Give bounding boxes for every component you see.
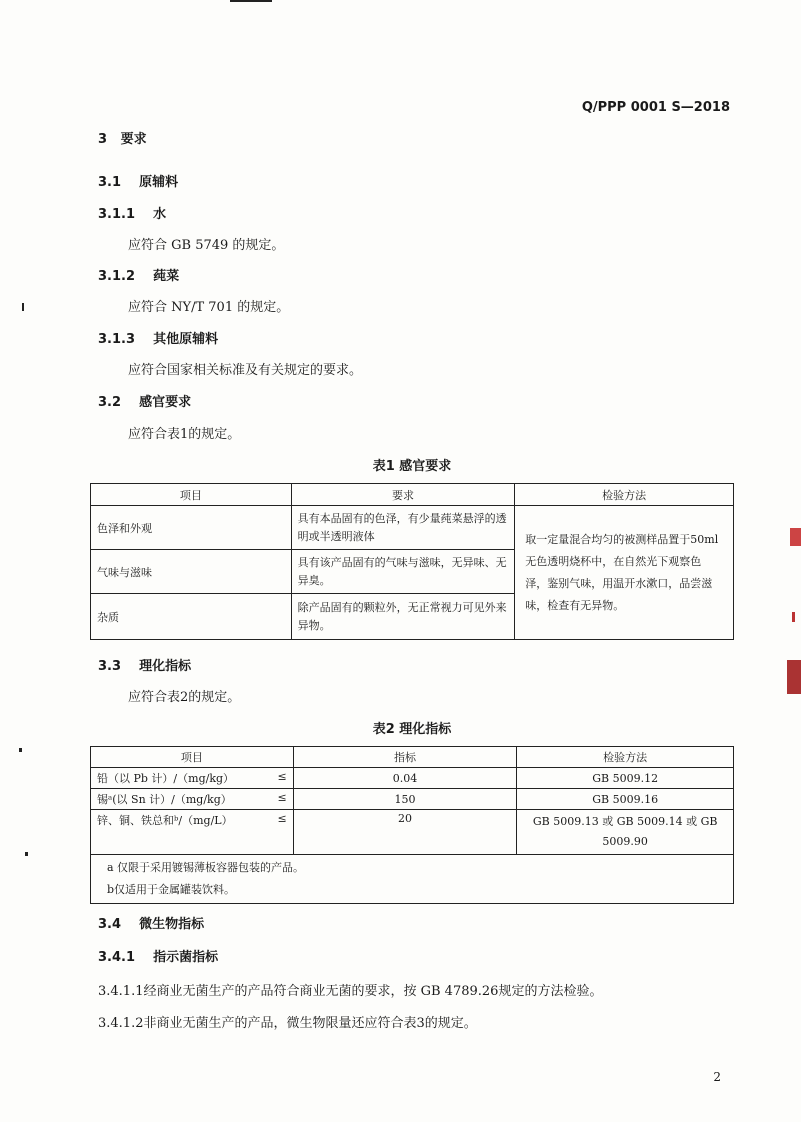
section-3-1-3-text: 应符合国家相关标准及有关规定的要求。 [128, 363, 363, 378]
table1-row-item: 气味与滋味 [91, 550, 292, 594]
section-title: 莼菜 [153, 269, 180, 284]
table2-row-value: 0.04 [293, 768, 517, 789]
section-number: 3.4 [98, 917, 122, 932]
section-number: 3 [98, 132, 108, 147]
section-3-heading [98, 128, 147, 147]
section-number: 3.1.3 [98, 332, 136, 347]
table1-method: 取一定量混合均匀的被测样品置于50ml无色透明烧杯中，在自然光下观察色泽，鉴别气味，用温开水漱口，品尝滋味，检查有无异物。 [515, 506, 734, 640]
section-title: 原辅料 [139, 175, 179, 190]
section-title: 微生物指标 [139, 917, 205, 932]
table2-header-value: 指标 [293, 747, 517, 768]
page-number: 2 [713, 1070, 721, 1084]
section-title: 指示菌指标 [153, 950, 219, 965]
table2-row-item [91, 789, 294, 810]
table2-row-value: 150 [293, 789, 517, 810]
section-3-1-3-heading [98, 328, 218, 347]
le-sign: ≤ [277, 812, 287, 825]
scan-mark [230, 0, 272, 2]
table1-caption: 表1 感官要求 [372, 459, 452, 474]
table1-row-item: 杂质 [91, 594, 292, 640]
item-label: 锡ᵃ(以 Sn 计）/（mg/kg） [97, 793, 232, 806]
section-3-3-heading [98, 655, 191, 674]
table1-header-item: 项目 [91, 484, 292, 506]
table2-notes [91, 855, 734, 904]
table1-row-req: 具有本品固有的色泽，有少量莼菜悬浮的透明或半透明液体 [291, 506, 515, 550]
section-3-4-1-2-text: 3.4.1.2非商业无菌生产的产品，微生物限量还应符合表3的规定。 [98, 1016, 477, 1031]
table1-row-item: 色泽和外观 [91, 506, 292, 550]
section-3-4-1-heading [98, 946, 218, 965]
le-sign: ≤ [277, 791, 287, 804]
le-sign: ≤ [277, 770, 287, 783]
stamp-fragment [787, 660, 801, 694]
section-number: 3.4.1 [98, 950, 136, 965]
section-number: 3.1.2 [98, 269, 136, 284]
table1-header-method: 检验方法 [515, 484, 734, 506]
section-3-1-heading [98, 171, 178, 190]
item-label: 铅（以 Pb 计）/（mg/kg） [97, 772, 235, 785]
scan-mark [25, 852, 28, 856]
section-3-1-1-text: 应符合 GB 5749 的规定。 [128, 238, 285, 253]
item-label: 锌、铜、铁总和ᵇ/（mg/L） [97, 814, 233, 827]
table1-header-req: 要求 [291, 484, 515, 506]
section-title: 理化指标 [139, 659, 192, 674]
table2-note-a: a 仅限于采用镀锡薄板容器包装的产品。 [107, 861, 305, 874]
table1-row-req: 除产品固有的颗粒外，无正常视力可见外来异物。 [291, 594, 515, 640]
section-title: 感官要求 [139, 395, 192, 410]
table2-row-value: 20 [293, 810, 517, 855]
section-title: 其他原辅料 [153, 332, 219, 347]
table1-row-req: 具有该产品固有的气味与滋味，无异味、无异臭。 [291, 550, 515, 594]
table2-row-item [91, 768, 294, 789]
table2-row-method: GB 5009.13 或 GB 5009.14 或 GB 5009.90 [517, 810, 734, 855]
section-number: 3.3 [98, 659, 122, 674]
section-number: 3.1.1 [98, 207, 136, 222]
section-3-1-2-text: 应符合 NY/T 701 的规定。 [128, 300, 290, 315]
table2-caption: 表2 理化指标 [372, 722, 452, 737]
section-title: 水 [153, 207, 167, 222]
table2-header-method: 检验方法 [517, 747, 734, 768]
section-3-1-2-heading [98, 265, 179, 284]
section-3-3-text: 应符合表2的规定。 [128, 690, 241, 705]
table2-header-item: 项目 [91, 747, 294, 768]
scan-mark [19, 748, 22, 752]
stamp-fragment [792, 612, 795, 622]
section-number: 3.2 [98, 395, 122, 410]
section-3-1-1-heading [98, 203, 166, 222]
section-3-4-heading [98, 913, 204, 932]
section-3-2-heading [98, 391, 191, 410]
scan-mark [22, 303, 24, 311]
table2-row-method: GB 5009.12 [517, 768, 734, 789]
table2-row-method: GB 5009.16 [517, 789, 734, 810]
section-3-4-1-1-text: 3.4.1.1经商业无菌生产的产品符合商业无菌的要求，按 GB 4789.26规定的方法检验。 [98, 984, 603, 999]
section-3-2-text: 应符合表1的规定。 [128, 427, 241, 442]
stamp-fragment [790, 528, 801, 546]
table2-row-item [91, 810, 294, 855]
section-number: 3.1 [98, 175, 122, 190]
table1 [90, 483, 734, 640]
section-title: 要求 [120, 132, 147, 147]
table2-note-b: b仅适用于金属罐装饮料。 [107, 883, 236, 896]
doc-id: Q/PPP 0001 S—2018 [581, 100, 730, 115]
table2 [90, 746, 734, 904]
